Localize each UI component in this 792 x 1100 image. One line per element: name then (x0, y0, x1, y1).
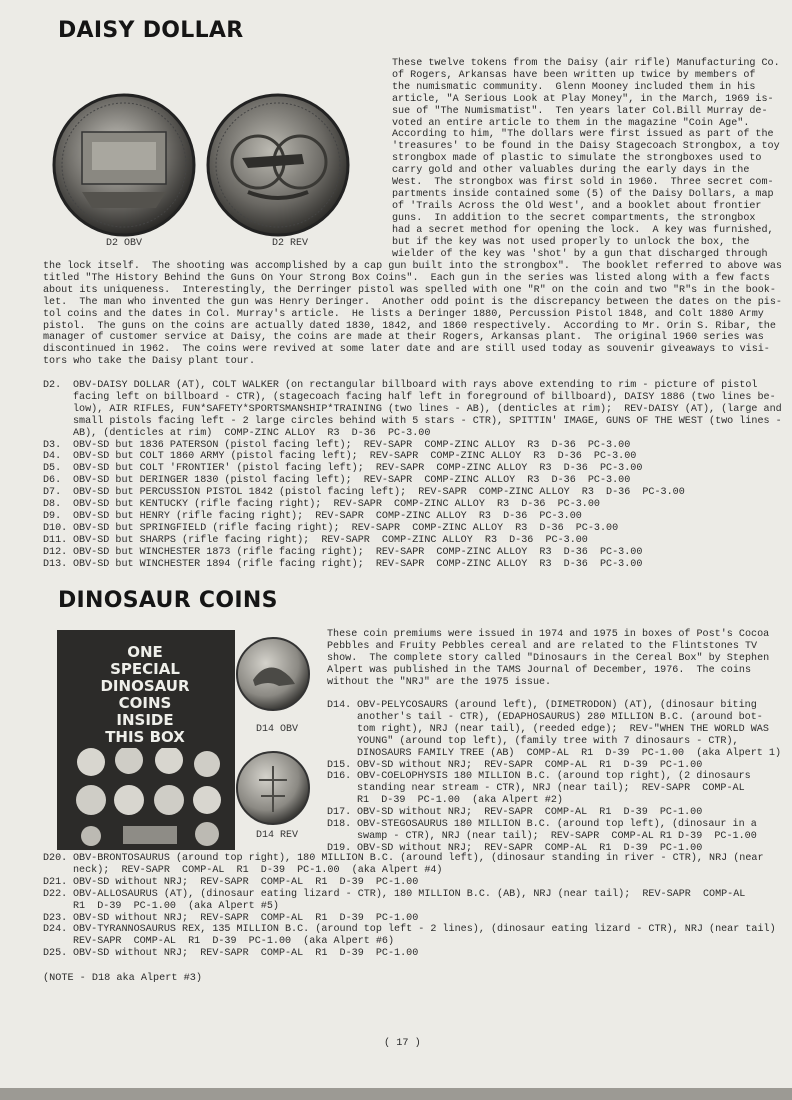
catalog-description (73, 475, 783, 487)
catalog-entry (43, 913, 783, 925)
catalog-number: D13. (43, 558, 68, 570)
body-line: discontinued in 1962. The coins were revived at some later date and are still used today as souvenir giveaways to visi- (43, 344, 770, 356)
cereal-box-text (75, 644, 215, 746)
catalog-line: OBV-SD but COLT 1860 ARMY (pistol facing left); REV-SAPR COMP-ZINC ALLOY R3 D-36 PC-3.00 (73, 451, 637, 463)
catalog-line: YOUNG" (around top left), (family tree with 7 dinosaurs - CTR), (357, 735, 739, 747)
catalog-number: D3. (43, 439, 62, 451)
intro-line: without the "NRJ" are the 1975 issue. (327, 676, 552, 688)
catalog-description (73, 547, 783, 559)
catalog-line: OBV-SD but WINCHESTER 1894 (rifle facing right); REV-SAPR COMP-ZINC ALLOY R3 D-36 PC-3.00 (73, 558, 643, 570)
catalog-number: D16. (327, 771, 352, 783)
intro-line: of Rogers, Arkansas have been written up twice by members of (392, 69, 756, 81)
catalog-entry (43, 547, 783, 559)
catalog-entry (43, 499, 783, 511)
body-line: about its uniqueness. Interestingly, the Derringer pistol was spelled with one "R" on the coin and two "R"s in the book- (43, 284, 776, 296)
catalog-description (357, 819, 777, 843)
cereal-box-coins (57, 748, 235, 850)
catalog-number: D19. (327, 842, 352, 854)
d14-rev-coin (237, 752, 309, 824)
catalog-entry (43, 853, 783, 877)
box-line: INSIDE (116, 711, 174, 729)
dinosaur-catalog-list-bottom (43, 853, 783, 960)
catalog-number: D8. (43, 499, 62, 511)
catalog-description (73, 451, 783, 463)
catalog-entry (327, 807, 777, 819)
daisy-title: DAISY DOLLAR (58, 18, 244, 43)
catalog-number: D9. (43, 510, 62, 522)
catalog-line: standing near stream - CTR), NRJ (near tail); REV-SAPR COMP-AL (357, 783, 745, 795)
catalog-description (73, 380, 783, 440)
catalog-line: OBV-SD without NRJ; REV-SAPR COMP-AL R1 D-39 PC-1.00 (73, 948, 419, 960)
catalog-line: OBV-TYRANNOSAURUS REX, 135 MILLION B.C. (around top left - 2 lines), (dinosaur eating lizard - CTR), NRJ (near tail) (73, 924, 776, 936)
catalog-entry (43, 463, 783, 475)
intro-line: wielder of the key was 'shot' by a gun that discharged through (392, 248, 768, 260)
intro-line: These coin premiums were issued in 1974 and 1975 in boxes of Post's Cocoa (327, 629, 770, 640)
catalog-number: D11. (43, 534, 68, 546)
catalog-entry (43, 475, 783, 487)
catalog-description (357, 760, 777, 772)
catalog-description (73, 889, 783, 913)
daisy-rev-caption: D2 REV (272, 238, 309, 249)
catalog-line: OBV-SD without NRJ; REV-SAPR COMP-AL R1 D-39 PC-1.00 (357, 842, 703, 854)
catalog-line: OBV-SD but 1836 PATERSON (pistol facing left); REV-SAPR COMP-ZINC ALLOY R3 D-36 PC-3.00 (73, 439, 631, 451)
catalog-number: D12. (43, 546, 68, 558)
catalog-entry (327, 760, 777, 772)
intro-line: 'treasures' to be found in the Daisy Stagecoach Strongbox, a toy (392, 141, 780, 153)
intro-line: West. The strongbox was first sold in 1960. Three secret com- (392, 177, 774, 189)
catalog-line: REV-SAPR COMP-AL R1 D-39 PC-1.00 (aka Alpert #6) (73, 936, 395, 948)
catalog-line: OBV-DAISY DOLLAR (AT), COLT WALKER (on rectangular billboard with rays above extending to rim - picture of pistol (73, 380, 758, 391)
intro-line: had a secret method for opening the lock. A key was furnished, (392, 224, 774, 236)
catalog-number: D25. (43, 948, 68, 960)
box-line: SPECIAL (110, 660, 180, 678)
catalog-description (357, 807, 777, 819)
catalog-line: R1 D-39 PC-1.00 (aka Alpert #5) (73, 900, 279, 912)
catalog-number: D23. (43, 912, 68, 924)
catalog-line: OBV-BRONTOSAURUS (around top right), 180 MILLION B.C. (around left), (dinosaur standing in river - CTR), NRJ (near (73, 853, 764, 864)
catalog-description (357, 771, 777, 807)
daisy-coin-images (52, 92, 352, 240)
catalog-description (73, 511, 783, 523)
catalog-line: OBV-SD but PERCUSSION PISTOL 1842 (pistol facing left); REV-SAPR COMP-ZINC ALLOY R3 D-36 PC-3.00 (73, 487, 685, 499)
catalog-entry (43, 523, 783, 535)
catalog-entry (43, 535, 783, 547)
dinosaur-intro-text (327, 629, 777, 689)
catalog-number: D18. (327, 819, 352, 831)
catalog-line: low), AIR RIFLES, FUN*SAFETY*SPORTSMANSHIP*TRAINING (two lines - AB), (denticles at rim); REV-DAISY (AT), (large and (73, 403, 782, 415)
catalog-entry (327, 819, 777, 843)
intro-line: but if the key was not used properly to unlock the box, the (392, 236, 750, 248)
catalog-line: OBV-STEGOSAURUS 180 MILLION B.C. (around top left), (dinosaur in a (357, 819, 757, 831)
d14-rev-caption: D14 REV (256, 830, 299, 841)
intro-line: voted an entire article to them in the magazine "Coin Age". (392, 117, 750, 129)
body-line: tol coins and the dates in Col. Murray's article. He lists a Deringer 1880, Percussion Pistol 1848, and Colt 1880 Army (43, 308, 764, 320)
body-line: titled "The History Behind the Guns On Your Strong Box Coins". Each gun in the series was listed along with a few facts (43, 272, 770, 284)
catalog-line: R1 D-39 PC-1.00 (aka Alpert #2) (357, 795, 563, 807)
catalog-number: D24. (43, 924, 68, 936)
body-line: tors who take the Daisy plant tour. (43, 356, 256, 368)
catalog-entry (43, 889, 783, 913)
catalog-number: D6. (43, 475, 62, 487)
catalog-description (73, 463, 783, 475)
catalog-line: OBV-ALLOSAURUS (AT), (dinosaur eating lizard - CTR), 180 MILLION B.C. (AB), NRJ (near tail); REV-SAPR COMP-AL (73, 888, 746, 900)
intro-line: According to him, "The dollars were first issued as part of the (392, 129, 774, 141)
body-line: let. The man who invented the gun was Henry Deringer. Another odd point is the discrepancy between the dates on the pis- (43, 296, 782, 308)
catalog-description (73, 877, 783, 889)
catalog-entry (43, 511, 783, 523)
intro-line: partments inside contained some (5) of the Daisy Dollars, a map (392, 188, 774, 200)
catalog-entry (43, 380, 783, 440)
intro-line: carry gold and other valuables during the early days in the (392, 165, 750, 177)
cereal-box-image (57, 630, 235, 850)
catalog-line: OBV-SD but COLT 'FRONTIER' (pistol facing left); REV-SAPR COMP-ZINC ALLOY R3 D-36 PC-3.00 (73, 463, 643, 475)
catalog-line: DINOSAURS FAMILY TREE (AB) COMP-AL R1 D-39 PC-1.00 (aka Alpert 1) (357, 747, 782, 759)
box-line: COINS (118, 694, 172, 712)
catalog-number: D7. (43, 487, 62, 499)
daisy-obv-caption: D2 OBV (106, 238, 143, 249)
catalog-entry (43, 487, 783, 499)
catalog-number: D4. (43, 451, 62, 463)
daisy-rev-coin (208, 95, 348, 235)
dinosaur-catalog-list-top (327, 700, 782, 855)
catalog-entry (43, 440, 783, 452)
catalog-entry (43, 924, 783, 948)
body-line: pistol. The guns on the coins are actually dated 1830, 1842, and 1860 respectively. According to Mr. Orin S. Ribar, the (43, 320, 776, 332)
catalog-line: AB), (denticles at rim) COMP-ZINC ALLOY R3 D-36 PC-3.00 (73, 427, 431, 439)
catalog-line: OBV-SD but KENTUCKY (rifle facing right); REV-SAPR COMP-ZINC ALLOY R3 D-36 PC-3.00 (73, 499, 600, 511)
catalog-line: OBV-SD but DERINGER 1830 (pistol facing left); REV-SAPR COMP-ZINC ALLOY R3 D-36 PC-3.00 (73, 475, 631, 487)
catalog-entry (43, 451, 783, 463)
intro-line: show. The complete story called "Dinosaurs in the Cereal Box" by Stephen (327, 652, 770, 664)
intro-line: of 'Trails Across the Old West', and a booklet about frontier (392, 200, 762, 212)
catalog-entry (43, 559, 783, 571)
intro-line: guns. In addition to the secret compartments, the strongbox (392, 212, 756, 224)
intro-line: Pebbles and Fruity Pebbles cereal and are related to the Flintstones TV (327, 640, 758, 652)
d14-obv-coin (237, 638, 309, 710)
intro-line: strongbox made of plastic to simulate the strongboxes used to (392, 153, 762, 165)
catalog-line: OBV-SD without NRJ; REV-SAPR COMP-AL R1 D-39 PC-1.00 (73, 912, 419, 924)
intro-line: article, "A Serious Look at Play Money", in the March, 1969 is- (392, 93, 774, 105)
daisy-intro-text (392, 58, 780, 260)
catalog-description (73, 559, 783, 571)
daisy-catalog-list (43, 380, 783, 571)
catalog-entry (43, 877, 783, 889)
catalog-line: swamp - CTR), NRJ (near tail); REV-SAPR COMP-AL R1 D-39 PC-1.00 (357, 830, 757, 842)
catalog-number: D14. (327, 700, 352, 711)
catalog-number: D2. (43, 380, 62, 391)
catalog-line: OBV-SD but SPRINGFIELD (rifle facing right); REV-SAPR COMP-ZINC ALLOY R3 D-36 PC-3.00 (73, 522, 619, 534)
catalog-description (73, 535, 783, 547)
catalog-description (73, 948, 783, 960)
box-line: DINOSAUR (100, 677, 190, 695)
catalog-number: D22. (43, 888, 68, 900)
intro-line: sue of "The Numismatist". Ten years later Col.Bill Murray de- (392, 105, 768, 117)
body-line: manager of customer service at Daisy, the coins are made at their Rogers, Arkansas plant. The original 1960 series was (43, 332, 764, 344)
catalog-line: OBV-PELYCOSAURS (around left), (DIMETRODON) (AT), (dinosaur biting (357, 700, 757, 711)
catalog-number: D5. (43, 463, 62, 475)
catalog-entry (327, 771, 777, 807)
d14-obv-caption: D14 OBV (256, 724, 299, 735)
dinosaur-title: DINOSAUR COINS (58, 588, 278, 613)
catalog-line: OBV-SD without NRJ; REV-SAPR COMP-AL R1 D-39 PC-1.00 (357, 759, 703, 771)
catalog-number: D17. (327, 807, 352, 819)
box-line: ONE (127, 643, 163, 661)
daisy-obv-coin (54, 95, 194, 235)
catalog-line: OBV-COELOPHYSIS 180 MILLION B.C. (around top right), (2 dinosaurs (357, 771, 751, 783)
intro-line: These twelve tokens from the Daisy (air rifle) Manufacturing Co. (392, 58, 780, 69)
catalog-line: OBV-SD but HENRY (rifle facing right); REV-SAPR COMP-ZINC ALLOY R3 D-36 PC-3.00 (73, 510, 582, 522)
box-line: THIS BOX (105, 728, 185, 746)
catalog-line: neck); REV-SAPR COMP-AL R1 D-39 PC-1.00 (aka Alpert #4) (73, 864, 443, 876)
catalog-line: OBV-SD but SHARPS (rifle facing right); REV-SAPR COMP-ZINC ALLOY R3 D-36 PC-3.00 (73, 534, 588, 546)
intro-line: Alpert was published in the TAMS Journal of December, 1976. The coins (327, 664, 752, 676)
catalog-number: D20. (43, 853, 68, 864)
catalog-description (73, 487, 783, 499)
daisy-body-text (43, 261, 783, 368)
catalog-number: D10. (43, 522, 68, 534)
catalog-line: OBV-SD without NRJ; REV-SAPR COMP-AL R1 D-39 PC-1.00 (357, 807, 703, 819)
catalog-description (73, 440, 783, 452)
catalog-line: small pistols facing left - 2 large circles behind with 5 stars - CTR), SPITTIN' IMAGE, GUNS OF THE WEST (two lines - (73, 415, 782, 427)
catalog-description (73, 913, 783, 925)
catalog-description (73, 523, 783, 535)
dinosaur-note: (NOTE - D18 aka Alpert #3) (43, 973, 202, 984)
catalog-number: D21. (43, 876, 68, 888)
page-bottom-edge (0, 1088, 792, 1100)
catalog-line: facing left on billboard - CTR), (stagecoach facing half left in foreground of billboard), DAISY 1886 (two lines be- (73, 391, 776, 403)
catalog-entry (43, 948, 783, 960)
catalog-line: OBV-SD without NRJ; REV-SAPR COMP-AL R1 D-39 PC-1.00 (73, 876, 419, 888)
catalog-description (73, 924, 783, 948)
catalog-entry (327, 700, 782, 760)
intro-line: the numismatic community. Glenn Mooney included them in his (392, 81, 756, 93)
catalog-line: tom right), NRJ (near tail), (reeded edge); REV-"WHEN THE WORLD WAS (357, 723, 769, 735)
catalog-description (73, 499, 783, 511)
catalog-line: another's tail - CTR), (EDAPHOSAURUS) 280 MILLION B.C. (around bot- (357, 711, 763, 723)
body-line: the lock itself. The shooting was accomplished by a cap gun built into the strongbox". The booklet referred to above was (43, 261, 782, 272)
catalog-number: D15. (327, 759, 352, 771)
page-number: ( 17 ) (384, 1038, 421, 1049)
catalog-line: OBV-SD but WINCHESTER 1873 (rifle facing right); REV-SAPR COMP-ZINC ALLOY R3 D-36 PC-3.00 (73, 546, 643, 558)
catalog-description (357, 700, 781, 760)
catalog-description (73, 853, 783, 877)
